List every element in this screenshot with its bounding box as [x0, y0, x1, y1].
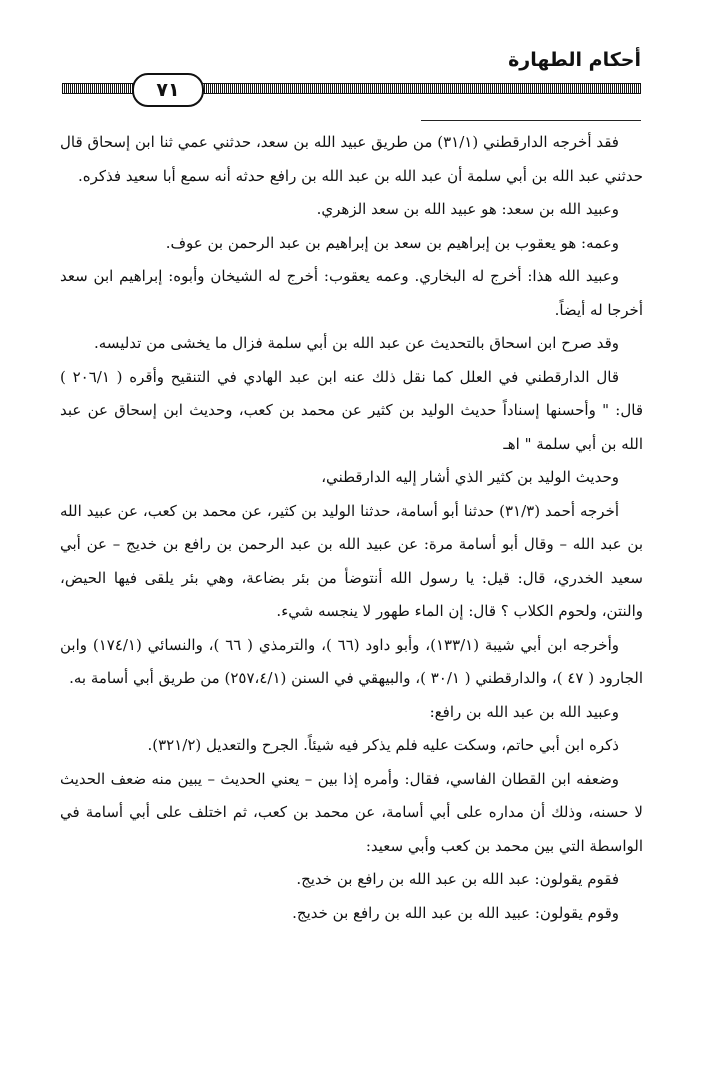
paragraph: وعبيد الله بن سعد: هو عبيد الله بن سعد الزهري.	[316, 200, 619, 218]
top-rule	[421, 120, 641, 121]
paragraph: وعبيد الله بن عبد الله بن رافع:	[429, 702, 619, 721]
page-number: ٧١	[132, 73, 204, 107]
paragraph: فقوم يقولون: عبد الله بن عبد الله بن رافع بن خديج.	[296, 870, 619, 888]
paragraph: وعبيد الله هذا: أخرج له البخاري. وعمه يعقوب: أخرج له الشيخان وأبوه: إبراهيم ابن سعد أخرجا له أيضاً.	[60, 267, 643, 319]
paragraph: أخرجه أحمد (٣١/٣) حدثنا أبو أسامة، حدثنا الوليد بن كثير، عن محمد بن كعب، عن عبيد الله بن عبد الله – وقال أبو أسامة مرة: عن عبيد الله بن عبد الرحمن بن رافع بن خديج – عن أبي سعيد الخدري، قال: قيل: يا رسول الله أنتوضأ من بئر بضاعة، وهي بئر يلقى فيها الحيض، والنتن، ولحوم الكلاب ؟ قال: إن الماء طهور لا ينجسه شيء.	[60, 501, 643, 620]
paragraph: وحديث الوليد بن كثير الذي أشار إليه الدارقطني،	[321, 468, 619, 486]
paragraph: وقد صرح ابن اسحاق بالتحديث عن عبد الله بن أبي سلمة فزال ما يخشى من تدليسه.	[94, 334, 619, 352]
paragraph: فقد أخرجه الدارقطني (٣١/١) من طريق عبيد الله بن سعد، حدثني عمي ثنا ابن إسحاق قال حدثني عبد الله بن أبي سلمة أن عبد الله بن عبد الله بن رافع حدثه أنه سمع أبا سعيد فذكره.	[60, 133, 643, 185]
running-head-title: أحكام الطهارة	[508, 49, 641, 71]
paragraph: ذكره ابن أبي حاتم، وسكت عليه فلم يذكر فيه شيئاً. الجرح والتعديل (٣٢١/٢).	[147, 736, 619, 754]
paragraph: قال الدارقطني في العلل كما نقل ذلك عنه ابن عبد الهادي في التنقيح وأقره ( ٢٠٦/١ ) قال: " وأحسنها إسناداً حديث الوليد بن كثير عن محمد بن كعب، وحديث ابن إسحاق عن عبد الله بن أبي سلمة " اهـ	[60, 367, 643, 453]
paragraph: وعمه: هو يعقوب بن إبراهيم بن سعد بن إبراهيم بن عبد الرحمن بن عوف.	[165, 233, 619, 252]
paragraph: وأخرجه ابن أبي شيبة (١٣٣/١)، وأبو داود (٦٦ )، والترمذي ( ٦٦ )، والنسائي (١٧٤/١) وابن الجارود ( ٤٧ )، والدارقطني ( ٣٠/١ )، والبيهقي في السنن (٢٥٧،٤/١) من طريق أبي أسامة به.	[60, 635, 643, 687]
paragraph: وضعفه ابن القطان الفاسي، فقال: وأمره إذا بين – يعني الحديث – يبين منه ضعف الحديث لا حسنه، وذلك أن مداره على أبي أسامة، عن محمد بن كعب، ثم اختلف على أبي أسامة في الواسطة التي بين محمد بن كعب وأبي سعيد:	[60, 769, 643, 855]
body-text	[60, 126, 643, 930]
paragraph: وقوم يقولون: عبيد الله بن عبد الله بن رافع بن خديج.	[292, 903, 619, 922]
